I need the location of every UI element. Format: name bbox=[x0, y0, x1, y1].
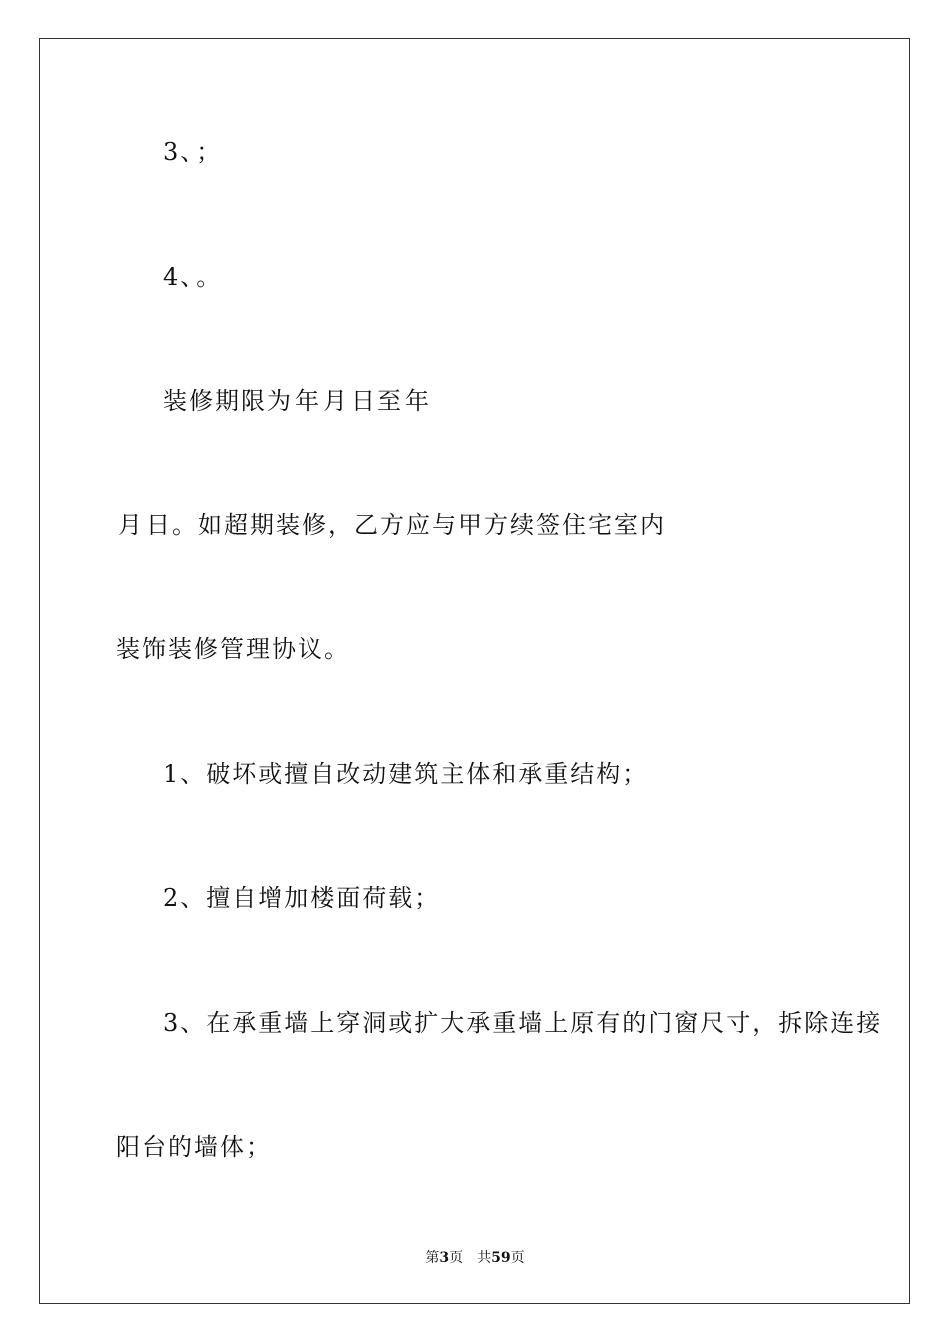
punctuation: ； bbox=[196, 138, 223, 166]
list-item-3-blank bbox=[163, 137, 222, 167]
page-current: 3 bbox=[439, 1250, 450, 1266]
text-segment: 日。如超期装修，乙方应与甲方续签住宅室内 bbox=[146, 511, 666, 539]
renovation-period-line bbox=[163, 386, 431, 416]
list-item-3-continuation: 阳台的墙体； bbox=[116, 1133, 272, 1161]
list-item-2: 2、擅自增加楼面荷载； bbox=[163, 884, 441, 912]
paragraph-text: 装饰装修管理协议。 bbox=[116, 635, 350, 663]
text-segment: 年 bbox=[295, 387, 321, 415]
list-item-4-blank bbox=[163, 262, 222, 292]
text-segment: 日至 bbox=[351, 387, 403, 415]
punctuation: 。 bbox=[196, 263, 223, 291]
page-prefix: 第 bbox=[425, 1250, 440, 1266]
text-segment: 月 bbox=[118, 511, 144, 539]
list-item-3: 3、在承重墙上穿洞或扩大承重墙上原有的门窗尺寸，拆除连接 bbox=[163, 1009, 883, 1037]
text-segment: 装修期限为 bbox=[163, 387, 293, 415]
page-suffix: 页 bbox=[449, 1250, 464, 1266]
renovation-period-continuation bbox=[116, 510, 666, 540]
page-frame bbox=[39, 38, 910, 1304]
list-item-1: 1、破坏或擅自改动建筑主体和承重结构； bbox=[163, 760, 649, 788]
list-number: 3、 bbox=[163, 138, 195, 166]
page-total: 59 bbox=[491, 1250, 511, 1266]
page-footer bbox=[0, 1248, 950, 1268]
list-number: 4、 bbox=[163, 263, 195, 291]
total-prefix: 共 bbox=[477, 1250, 492, 1266]
text-segment: 月 bbox=[323, 387, 349, 415]
text-segment: 年 bbox=[405, 387, 431, 415]
total-suffix: 页 bbox=[510, 1250, 525, 1266]
